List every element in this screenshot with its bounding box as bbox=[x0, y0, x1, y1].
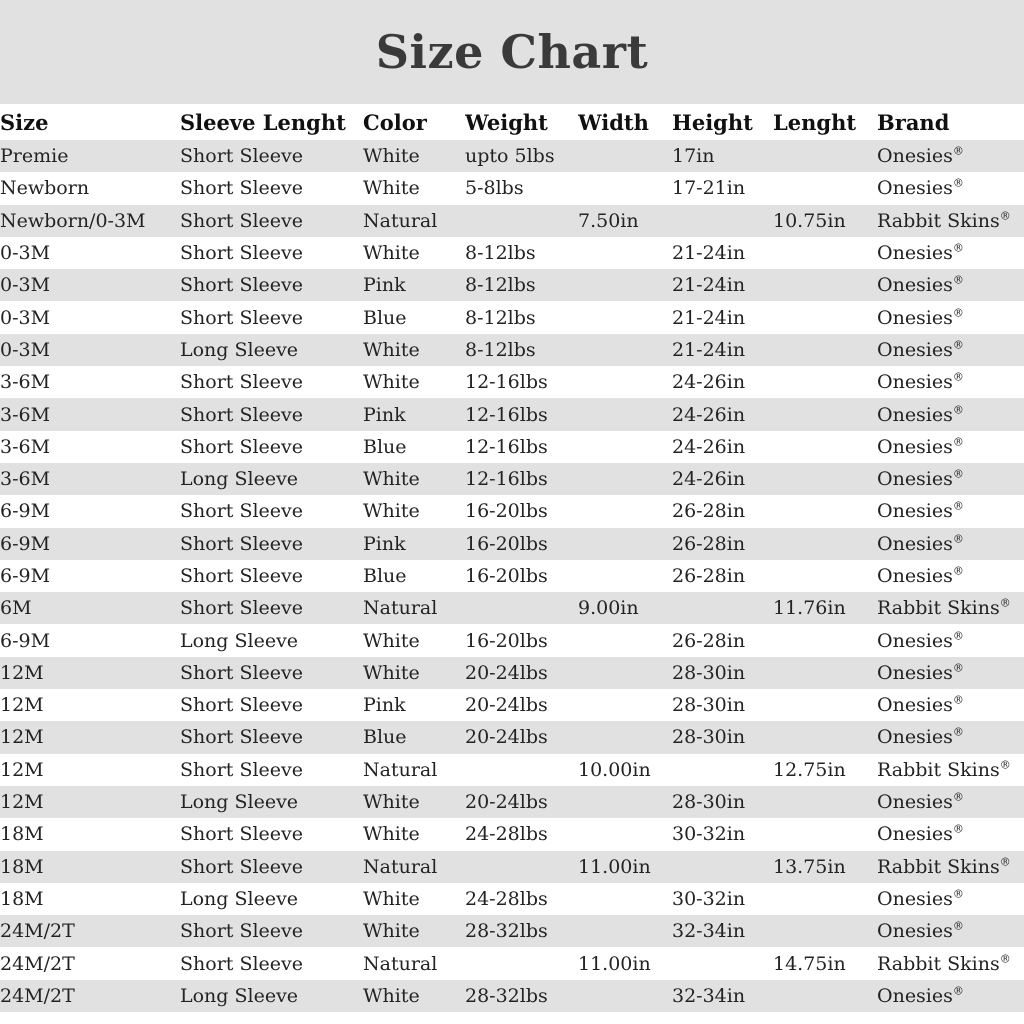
table-cell: Rabbit Skins® bbox=[877, 855, 1011, 878]
table-cell: 20-24lbs bbox=[465, 661, 548, 684]
table-cell: Natural bbox=[363, 952, 438, 975]
table-cell bbox=[578, 657, 672, 689]
table-cell: 6-9M bbox=[0, 532, 51, 555]
table-cell: 12-16lbs bbox=[465, 468, 548, 491]
table-cell: 17-21in bbox=[672, 177, 746, 200]
table-cell bbox=[773, 431, 877, 463]
table-cell: 28-30in bbox=[672, 694, 746, 717]
registered-trademark-symbol: ® bbox=[999, 855, 1011, 869]
table-cell: 12M bbox=[0, 791, 44, 814]
table-cell: Onesies® bbox=[877, 661, 964, 684]
table-cell: Rabbit Skins® bbox=[877, 758, 1011, 781]
table-cell bbox=[773, 689, 877, 721]
table-cell: 28-30in bbox=[672, 726, 746, 749]
table-cell: Short Sleeve bbox=[180, 242, 304, 265]
table-cell bbox=[773, 624, 877, 656]
table-cell: 24-28lbs bbox=[465, 887, 548, 910]
table-cell: 6M bbox=[0, 597, 32, 620]
table-cell: Onesies® bbox=[877, 370, 964, 394]
table-cell: Short Sleeve bbox=[180, 371, 304, 394]
registered-trademark-symbol: ® bbox=[952, 274, 964, 287]
registered-trademark-symbol: ® bbox=[952, 693, 964, 707]
table-cell: Short Sleeve bbox=[180, 855, 304, 878]
table-cell bbox=[578, 463, 672, 495]
table-cell: 32-34in bbox=[672, 920, 746, 943]
table-cell: 12-16lbs bbox=[465, 371, 548, 394]
table-cell: Short Sleeve bbox=[180, 597, 304, 620]
table-row bbox=[0, 560, 1024, 592]
table-cell: Onesies® bbox=[877, 500, 964, 523]
registered-trademark-symbol: ® bbox=[999, 596, 1011, 610]
table-row bbox=[0, 689, 1024, 721]
table-row bbox=[0, 463, 1024, 495]
table-cell bbox=[578, 301, 672, 333]
table-cell: 10.75in bbox=[773, 209, 846, 232]
table-row bbox=[0, 657, 1024, 689]
table-cell: White bbox=[363, 791, 420, 814]
table-cell: Rabbit Skins® bbox=[877, 952, 1011, 975]
table-cell: Short Sleeve bbox=[180, 565, 304, 587]
table-cell: White bbox=[363, 500, 420, 523]
table-row bbox=[0, 495, 1024, 527]
table-cell: 7.50in bbox=[578, 209, 639, 232]
table-cell: Onesies® bbox=[877, 693, 964, 717]
registered-trademark-symbol: ® bbox=[952, 435, 964, 449]
registered-trademark-symbol: ® bbox=[952, 919, 964, 933]
table-cell bbox=[465, 205, 578, 237]
table-cell bbox=[672, 754, 773, 786]
table-cell: Blue bbox=[363, 306, 407, 329]
table-row bbox=[0, 592, 1024, 624]
table-cell: 21-24in bbox=[672, 274, 746, 297]
table-cell: 8-12lbs bbox=[465, 338, 536, 361]
table-cell: Pink bbox=[363, 532, 406, 555]
table-cell: White bbox=[363, 984, 420, 1007]
table-cell: Short Sleeve bbox=[180, 758, 304, 781]
table-cell bbox=[465, 592, 578, 624]
registered-trademark-symbol: ® bbox=[952, 629, 964, 643]
table-cell: 3-6M bbox=[0, 403, 51, 426]
table-cell: 28-30in bbox=[672, 661, 746, 684]
table-cell bbox=[773, 237, 877, 269]
table-cell: Long Sleeve bbox=[180, 338, 299, 361]
table-row bbox=[0, 398, 1024, 430]
table-cell bbox=[578, 883, 672, 915]
table-cell bbox=[773, 172, 877, 204]
table-cell: Blue bbox=[363, 726, 407, 749]
header-row bbox=[0, 104, 1024, 140]
table-cell: White bbox=[363, 242, 420, 265]
table-cell: Blue bbox=[363, 435, 407, 458]
table-cell bbox=[773, 560, 877, 592]
table-cell bbox=[773, 301, 877, 333]
table-cell: White bbox=[363, 338, 420, 361]
table-cell: Onesies® bbox=[877, 274, 964, 297]
table-cell: 6-9M bbox=[0, 500, 51, 523]
registered-trademark-symbol: ® bbox=[952, 500, 964, 514]
table-cell: Onesies® bbox=[877, 790, 964, 814]
table-cell: 12M bbox=[0, 661, 44, 684]
table-cell: Long Sleeve bbox=[180, 791, 299, 814]
table-cell: 13.75in bbox=[773, 855, 846, 878]
table-row bbox=[0, 528, 1024, 560]
table-cell: Short Sleeve bbox=[180, 306, 304, 329]
table-cell: Long Sleeve bbox=[180, 887, 299, 910]
table-cell: Natural bbox=[363, 855, 438, 878]
table-cell: Onesies® bbox=[877, 403, 964, 426]
table-cell: 16-20lbs bbox=[465, 629, 548, 652]
table-cell bbox=[578, 269, 672, 301]
table-cell: 18M bbox=[0, 855, 44, 878]
table-row bbox=[0, 721, 1024, 753]
table-cell: Onesies® bbox=[877, 984, 964, 1007]
table-cell bbox=[773, 721, 877, 753]
table-cell: 28-32lbs bbox=[465, 984, 548, 1007]
table-cell: 32-34in bbox=[672, 984, 746, 1007]
table-cell: Short Sleeve bbox=[180, 726, 304, 749]
table-cell bbox=[578, 980, 672, 1012]
table-row bbox=[0, 366, 1024, 398]
table-cell: 11.00in bbox=[578, 855, 651, 878]
table-cell bbox=[578, 528, 672, 560]
table-cell: Short Sleeve bbox=[180, 694, 304, 717]
table-cell: White bbox=[363, 887, 420, 910]
table-row bbox=[0, 237, 1024, 269]
column-header-size: Size bbox=[0, 104, 180, 140]
table-cell bbox=[773, 495, 877, 527]
table-cell bbox=[578, 398, 672, 430]
registered-trademark-symbol: ® bbox=[952, 564, 964, 578]
table-cell: White bbox=[363, 661, 420, 684]
table-cell: 16-20lbs bbox=[465, 565, 548, 587]
table-cell bbox=[773, 528, 877, 560]
table-cell: Onesies® bbox=[877, 467, 964, 491]
registered-trademark-symbol: ® bbox=[952, 532, 964, 546]
table-cell: Short Sleeve bbox=[180, 920, 304, 943]
table-cell: 0-3M bbox=[0, 274, 51, 297]
table-cell: 10.00in bbox=[578, 758, 651, 781]
table-cell bbox=[672, 851, 773, 883]
table-cell: Onesies® bbox=[877, 241, 964, 265]
table-cell: 30-32in bbox=[672, 823, 746, 846]
table-cell: Pink bbox=[363, 274, 406, 297]
table-row bbox=[0, 818, 1024, 850]
table-cell: Long Sleeve bbox=[180, 984, 299, 1007]
table-cell: Short Sleeve bbox=[180, 823, 304, 846]
table-cell bbox=[773, 463, 877, 495]
table-cell: 8-12lbs bbox=[465, 306, 536, 329]
table-cell bbox=[578, 624, 672, 656]
table-cell: 30-32in bbox=[672, 887, 746, 910]
registered-trademark-symbol: ® bbox=[999, 758, 1011, 772]
table-header bbox=[0, 104, 1024, 140]
table-cell: 0-3M bbox=[0, 338, 51, 361]
table-cell: 26-28in bbox=[672, 629, 746, 652]
table-cell: Onesies® bbox=[877, 144, 964, 168]
table-cell: Onesies® bbox=[877, 564, 964, 587]
table-cell: Onesies® bbox=[877, 306, 964, 329]
table-cell: 12M bbox=[0, 726, 44, 749]
table-cell: 16-20lbs bbox=[465, 532, 548, 555]
table-row bbox=[0, 334, 1024, 366]
registered-trademark-symbol: ® bbox=[952, 177, 964, 191]
table-cell: 24-28lbs bbox=[465, 823, 548, 846]
table-cell: 21-24in bbox=[672, 242, 746, 265]
table-cell: Onesies® bbox=[877, 338, 964, 361]
table-cell bbox=[465, 947, 578, 979]
table-cell: Rabbit Skins® bbox=[877, 596, 1011, 620]
table-cell: 18M bbox=[0, 823, 44, 846]
table-cell: upto 5lbs bbox=[465, 145, 555, 168]
registered-trademark-symbol: ® bbox=[952, 306, 964, 320]
table-cell: 0-3M bbox=[0, 306, 51, 329]
table-cell: 26-28in bbox=[672, 500, 746, 523]
table-cell: Blue bbox=[363, 565, 407, 587]
table-cell: 12M bbox=[0, 694, 44, 717]
table-cell: 3-6M bbox=[0, 435, 51, 458]
registered-trademark-symbol: ® bbox=[952, 144, 964, 158]
table-cell: 12-16lbs bbox=[465, 435, 548, 458]
table-cell bbox=[773, 398, 877, 430]
table-cell bbox=[578, 689, 672, 721]
table-row bbox=[0, 301, 1024, 333]
table-cell bbox=[672, 947, 773, 979]
table-cell: Short Sleeve bbox=[180, 274, 304, 297]
table-cell bbox=[773, 657, 877, 689]
table-cell bbox=[578, 786, 672, 818]
table-cell: White bbox=[363, 145, 420, 168]
table-cell bbox=[578, 495, 672, 527]
table-cell: 6-9M bbox=[0, 565, 51, 587]
table-cell bbox=[672, 205, 773, 237]
table-cell: 12M bbox=[0, 758, 44, 781]
table-row bbox=[0, 624, 1024, 656]
size-chart-table bbox=[0, 104, 1024, 1012]
table-cell: 18M bbox=[0, 887, 44, 910]
table-cell: 14.75in bbox=[773, 952, 846, 975]
column-header-sleeve-lenght: Sleeve Lenght bbox=[180, 104, 363, 140]
table-row bbox=[0, 754, 1024, 786]
table-cell: 8-12lbs bbox=[465, 242, 536, 265]
table-cell: Onesies® bbox=[877, 177, 964, 200]
table-cell: 26-28in bbox=[672, 565, 746, 587]
table-cell: Short Sleeve bbox=[180, 177, 304, 200]
table-cell: White bbox=[363, 823, 420, 846]
table-cell: 11.00in bbox=[578, 952, 651, 975]
column-header-color: Color bbox=[363, 104, 465, 140]
table-cell bbox=[578, 366, 672, 398]
table-cell: Pink bbox=[363, 403, 406, 426]
table-cell: 12-16lbs bbox=[465, 403, 548, 426]
table-cell: Short Sleeve bbox=[180, 403, 304, 426]
registered-trademark-symbol: ® bbox=[999, 952, 1011, 966]
table-cell bbox=[578, 431, 672, 463]
table-cell: 24M/2T bbox=[0, 920, 75, 943]
table-cell: 5-8lbs bbox=[465, 177, 524, 200]
table-row bbox=[0, 915, 1024, 947]
table-row bbox=[0, 140, 1024, 172]
table-cell: White bbox=[363, 468, 420, 491]
column-header-height: Height bbox=[672, 104, 773, 140]
title-banner bbox=[0, 0, 1024, 104]
table-row bbox=[0, 431, 1024, 463]
table-cell: 28-30in bbox=[672, 791, 746, 814]
table-cell: Newborn bbox=[0, 177, 90, 200]
table-cell: 9.00in bbox=[578, 597, 639, 620]
table-cell: 16-20lbs bbox=[465, 500, 548, 523]
table-cell: 17in bbox=[672, 145, 715, 168]
table-cell: Short Sleeve bbox=[180, 532, 304, 555]
table-cell: Short Sleeve bbox=[180, 435, 304, 458]
table-cell: Long Sleeve bbox=[180, 629, 299, 652]
table-cell: 20-24lbs bbox=[465, 791, 548, 814]
table-row bbox=[0, 205, 1024, 237]
registered-trademark-symbol: ® bbox=[952, 823, 964, 837]
table-cell: White bbox=[363, 629, 420, 652]
table-row bbox=[0, 947, 1024, 979]
table-cell bbox=[773, 140, 877, 172]
table-cell bbox=[773, 334, 877, 366]
registered-trademark-symbol: ® bbox=[952, 467, 964, 481]
table-row bbox=[0, 883, 1024, 915]
table-cell: 24M/2T bbox=[0, 984, 75, 1007]
column-header-lenght: Lenght bbox=[773, 104, 877, 140]
registered-trademark-symbol: ® bbox=[952, 790, 964, 804]
table-cell: Onesies® bbox=[877, 823, 964, 846]
table-cell: White bbox=[363, 177, 420, 200]
table-cell bbox=[773, 269, 877, 301]
table-cell: Short Sleeve bbox=[180, 661, 304, 684]
table-cell bbox=[465, 754, 578, 786]
column-header-width: Width bbox=[578, 104, 672, 140]
table-cell: Long Sleeve bbox=[180, 468, 299, 491]
table-cell: 21-24in bbox=[672, 306, 746, 329]
table-cell: Rabbit Skins® bbox=[877, 209, 1011, 232]
table-cell: 11.76in bbox=[773, 597, 846, 620]
registered-trademark-symbol: ® bbox=[952, 403, 964, 417]
column-header-brand: Brand bbox=[877, 104, 1024, 140]
table-cell: Short Sleeve bbox=[180, 145, 304, 168]
table-cell: Onesies® bbox=[877, 919, 964, 943]
table-cell: 24-26in bbox=[672, 468, 746, 491]
table-cell bbox=[773, 818, 877, 850]
registered-trademark-symbol: ® bbox=[952, 370, 964, 384]
table-cell: 24-26in bbox=[672, 371, 746, 394]
table-cell bbox=[578, 172, 672, 204]
table-cell bbox=[773, 366, 877, 398]
table-cell: 8-12lbs bbox=[465, 274, 536, 297]
table-cell: 3-6M bbox=[0, 468, 51, 491]
table-cell: Short Sleeve bbox=[180, 500, 304, 523]
table-cell: White bbox=[363, 920, 420, 943]
table-cell: Short Sleeve bbox=[180, 209, 304, 232]
table-cell: Onesies® bbox=[877, 726, 964, 749]
registered-trademark-symbol: ® bbox=[952, 984, 964, 998]
table-cell: Onesies® bbox=[877, 435, 964, 458]
table-cell: Pink bbox=[363, 694, 406, 717]
table-cell: 20-24lbs bbox=[465, 694, 548, 717]
table-cell: 20-24lbs bbox=[465, 726, 548, 749]
table-cell: 12.75in bbox=[773, 758, 846, 781]
table-cell: 24-26in bbox=[672, 403, 746, 426]
registered-trademark-symbol: ® bbox=[952, 726, 964, 740]
table-cell: Onesies® bbox=[877, 629, 964, 652]
table-cell bbox=[773, 980, 877, 1012]
table-cell: Onesies® bbox=[877, 532, 964, 555]
table-row bbox=[0, 851, 1024, 883]
registered-trademark-symbol: ® bbox=[999, 209, 1011, 223]
table-cell bbox=[672, 592, 773, 624]
table-cell: Natural bbox=[363, 597, 438, 620]
table-cell: Natural bbox=[363, 209, 438, 232]
table-cell: Onesies® bbox=[877, 887, 964, 910]
table-cell bbox=[578, 721, 672, 753]
table-row bbox=[0, 980, 1024, 1012]
registered-trademark-symbol: ® bbox=[952, 887, 964, 901]
registered-trademark-symbol: ® bbox=[952, 661, 964, 675]
column-header-weight: Weight bbox=[465, 104, 578, 140]
table-cell: 24M/2T bbox=[0, 952, 75, 975]
table-cell bbox=[578, 818, 672, 850]
table-cell bbox=[578, 237, 672, 269]
registered-trademark-symbol: ® bbox=[952, 241, 964, 255]
table-cell bbox=[578, 140, 672, 172]
table-cell: 0-3M bbox=[0, 242, 51, 265]
table-cell: 28-32lbs bbox=[465, 920, 548, 943]
table-row bbox=[0, 786, 1024, 818]
table-cell bbox=[465, 851, 578, 883]
table-cell bbox=[773, 883, 877, 915]
table-cell: White bbox=[363, 371, 420, 394]
table-cell bbox=[773, 915, 877, 947]
table-cell bbox=[578, 915, 672, 947]
table-body bbox=[0, 140, 1024, 1012]
table-cell: 3-6M bbox=[0, 371, 51, 394]
table-cell bbox=[773, 786, 877, 818]
table-cell: Premie bbox=[0, 145, 69, 168]
table-cell: 6-9M bbox=[0, 629, 51, 652]
table-cell: 26-28in bbox=[672, 532, 746, 555]
table-row bbox=[0, 172, 1024, 204]
table-cell: Short Sleeve bbox=[180, 952, 304, 975]
registered-trademark-symbol: ® bbox=[952, 338, 964, 352]
table-cell: 24-26in bbox=[672, 435, 746, 458]
table-cell: 21-24in bbox=[672, 338, 746, 361]
page-title: Size Chart bbox=[375, 25, 649, 79]
table-row bbox=[0, 269, 1024, 301]
table-cell: Natural bbox=[363, 758, 438, 781]
table-cell: Newborn/0-3M bbox=[0, 209, 146, 232]
table-cell bbox=[578, 334, 672, 366]
table-cell bbox=[578, 560, 672, 592]
